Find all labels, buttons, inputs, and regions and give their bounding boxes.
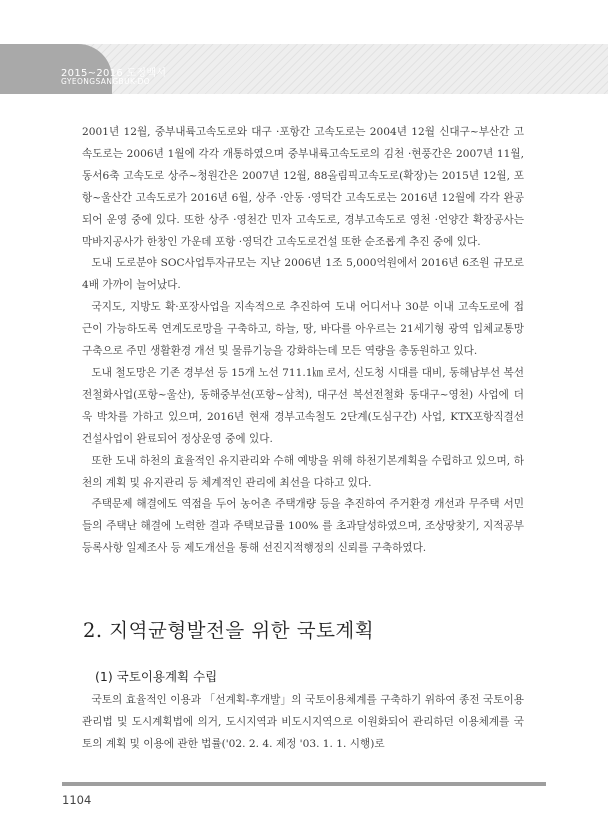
paragraph-soc-investment: 도내 도로분야 SOC사업투자규모는 지난 2006년 1조 5,000억원에서 2016년 6조원 규모로 4배 가까이 늘어났다. — [82, 257, 524, 292]
body-text — [82, 122, 524, 560]
paragraph-housing: 주택문제 해결에도 역점을 두어 농어촌 주택개량 등을 추진하여 주거환경 개선과 무주택 서민들의 주택난 해결에 노력한 결과 주택보급률 100% 를 초과달성하였으며, 조상땅찾기, 지적공부 등록사항 일제조사 등 제도개선을 통해 선진지적행정의 신뢰를 구축하였다. — [82, 498, 524, 555]
paragraph-road-network: 국지도, 지방도 확·포장사업을 지속적으로 추진하여 도내 어디서나 30분 이내 고속도로에 접근이 가능하도록 연계도로망을 구축하고, 하늘, 땅, 바다를 아우르는 21세기형 광역 입체교통망 구축으로 주민 생활환경 개선 및 물류기능을 강화하는데 모든 역량을 총동원하고 있다. — [82, 301, 524, 358]
paragraph-river: 또한 도내 하천의 효율적인 유지관리와 수해 예방을 위해 하천기본계획을 수립하고 있으며, 하천의 계획 및 유지관리 등 체계적인 관리에 최선을 다하고 있다. — [82, 454, 524, 489]
paragraph-railway: 도내 철도망은 기존 경부선 등 15개 노선 711.1㎞ 로서, 신도청 시대를 대비, 동해남부선 복선전철화사업(포항~울산), 동해중부선(포항~삼척), 대구선 복선전철화 동대구~영천) 사업에 더욱 박차를 가하고 있으며, 2016년 현재 경부고속철도 2단계(도심구간) 사업, KTX포항직결선 건설사업이 완료되어 정상운영 중에 있다. — [82, 366, 524, 445]
header-year-title: 2015~2016 도정백서 — [61, 68, 167, 79]
section-body-text — [82, 690, 524, 756]
paragraph-highways: 2001년 12월, 중부내륙고속도로와 대구 ·포항간 고속도로는 2004년 12월 신대구~부산간 고속도로는 2006년 1월에 각각 개통하였으며 중부내륙고속도로의 김천 ·현풍간은 2007년 11월, 동서6축 고속도로 상주~청원간은 2007년 12월, 88올림픽고속도로(확장)는 2015년 12월, 포항~울산간 고속도로가 2016년 6월, 상주 ·안동 ·영덕간 고속도로는 2016년 12월에 각각 완공되어 운영 중에 있다. 또한 상주 ·영천간 민자 고속도로, 경부고속도로 영천 ·언양간 확장공사는 막바지공사가 한창인 가운데 포항 ·영덕간 고속도로건설 또한 순조롭게 추진 중에 있다. — [82, 126, 524, 248]
section-title: 2. 지역균형발전을 위한 국토계획 — [83, 619, 375, 642]
header-subtitle: GYEONGSANGBUK-DO — [61, 77, 151, 86]
paragraph-land-use: 국토의 효율적인 이용과 「선계획-후개발」의 국토이용체계를 구축하기 위하여 종전 국토이용관리법 및 도시계획법에 의거, 도시지역과 비도시지역으로 이원화되어 관리하던 이용체계를 국토의 계획 및 이용에 관한 법률('02. 2. 4. 제정 '03. 1. 1. 시행)로 — [82, 694, 524, 750]
subsection-title: (1) 국토이용계획 수립 — [95, 669, 218, 684]
footer-rule — [62, 782, 546, 786]
page-number: 1104 — [62, 793, 92, 807]
